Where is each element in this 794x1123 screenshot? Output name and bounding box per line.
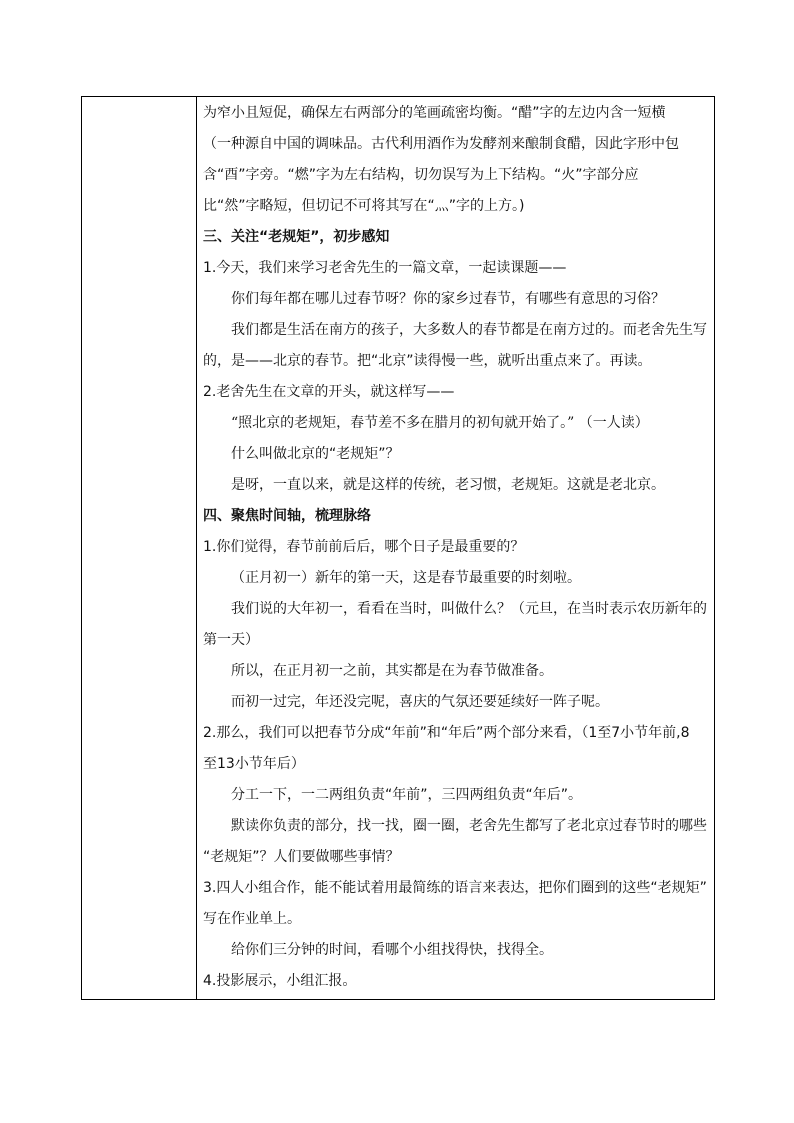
text-line: “老规矩”？人们要做哪些事情？ [203,849,400,865]
quote-line: “照北京的老规矩，春节差不多在腊月的初旬就开始了。” （一人读） [231,415,649,431]
text-line: （正月初一）新年的第一天，这是春节最重要的时刻啦。 [231,570,581,586]
left-column-cell [82,97,197,999]
text-line: 所以，在正月初一之前，其实都是在为春节做准备。 [231,663,553,679]
text-line: 1.今天，我们来学习老舍先生的一篇文章，一起读课题—— [203,260,567,276]
text-line: 1.你们觉得，春节前前后后，哪个日子是最重要的？ [203,539,525,555]
lesson-table [81,96,715,1000]
text-line: 我们说的大年初一，看看在当时，叫做什么？（元旦，在当时表示农历新年的 [231,601,707,617]
text-line: 是呀，一直以来，就是这样的传统，老习惯，老规矩。这就是老北京。 [231,477,665,493]
text-line: 默读你负责的部分，找一找，圈一圈，老舍先生都写了老北京过春节时的哪些 [231,818,707,834]
text-line: 第一天） [203,632,259,648]
text-line: 而初一过完，年还没完呢，喜庆的气氛还要延续好一阵子呢。 [231,694,609,710]
text-line: 什么叫做北京的“老规矩”？ [231,446,400,462]
text-line: 2.那么，我们可以把春节分成“年前”和“年后”两个部分来看，（1至7小节年前,8 [203,725,690,741]
section-heading: 三、关注“老规矩”，初步感知 [203,229,390,245]
text-line: 给你们三分钟的时间，看哪个小组找得快，找得全。 [231,942,553,958]
text-line: 至13小节年后） [203,756,305,772]
text-line: 你们每年都在哪儿过春节呀？你的家乡过春节，有哪些有意思的习俗？ [231,291,665,307]
text-line: 4.投影展示，小组汇报。 [203,973,357,989]
text-line: 含“酉”字旁。“燃”字为左右结构，切勿误写为上下结构。“火”字部分应 [203,167,639,183]
text-line: 写在作业单上。 [203,911,301,927]
text-line: 2.老舍先生在文章的开头，就这样写—— [203,384,455,400]
text-line: 我们都是生活在南方的孩子，大多数人的春节都是在南方过的。而老舍先生写 [231,322,707,338]
text-line: 分工一下，一二两组负责“年前”，三四两组负责“年后”。 [231,787,583,803]
text-line: 3.四人小组合作，能不能试着用最简练的语言来表达，把你们圈到的这些“老规矩” [203,880,707,896]
section-heading: 四、聚焦时间轴，梳理脉络 [203,508,371,524]
text-line: 的，是——北京的春节。把“北京”读得慢一些，就听出重点来了。再读。 [203,353,652,369]
text-line: （一种源自中国的调味品。古代利用酒作为发酵剂来酿制食醋，因此字形中包 [203,136,679,152]
text-line: 比“然”字略短，但切记不可将其写在“灬”字的上方。) [203,198,525,214]
text-line: 为窄小且短促，确保左右两部分的笔画疏密均衡。“醋”字的左边内含一短横 [203,105,666,121]
